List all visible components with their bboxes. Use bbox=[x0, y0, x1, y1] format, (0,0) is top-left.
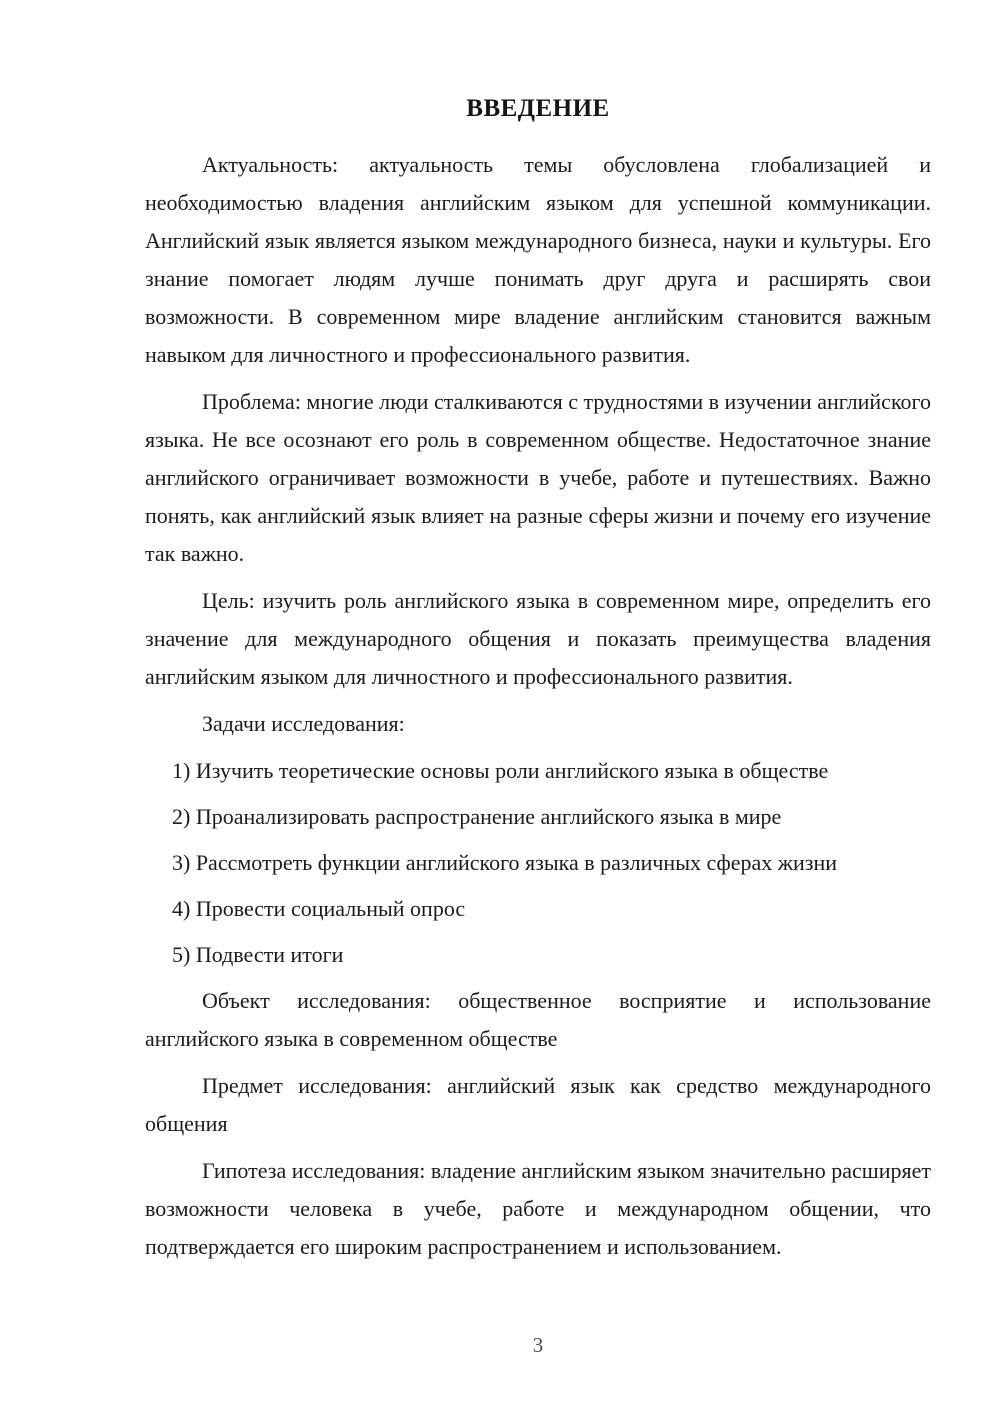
tasks-heading: Задачи исследования: bbox=[202, 711, 405, 736]
section-title: ВВЕДЕНИЕ bbox=[466, 95, 610, 122]
task-item-5: 5) Подвести итоги bbox=[172, 942, 344, 967]
task-item-3: 3) Рассмотреть функции английского языка в различных сферах жизни bbox=[172, 850, 838, 875]
task-item-4: 4) Провести социальный опрос bbox=[172, 896, 466, 921]
paragraph-hypothesis: Гипотеза исследования: владение английским языком значительно расширяет возможности человека в учебе, работе и международном общении, что подтверждается его широким распространением и использованием. bbox=[145, 1158, 931, 1259]
paragraph-subject: Предмет исследования: английский язык как средство международного общения bbox=[145, 1073, 931, 1136]
paragraph-problem: Проблема: многие люди сталкиваются с трудностями в изучении английского языка. Не все осознают его роль в современном обществе. Недостаточное знание английского ограничивает возможности в учебе, работе и путешествиях. Важно понять, как английский язык влияет на разные сферы жизни и почему его изучение так важно. bbox=[145, 389, 931, 566]
task-item-1: 1) Изучить теоретические основы роли английского языка в обществе bbox=[172, 758, 829, 783]
task-item-2: 2) Проанализировать распространение английского языка в мире bbox=[172, 804, 782, 829]
document-content bbox=[145, 94, 931, 1275]
page-number: 3 bbox=[532, 1333, 544, 1357]
paragraph-object: Объект исследования: общественное восприятие и использование английского языка в современном обществе bbox=[145, 988, 931, 1051]
paragraph-relevance: Актуальность: актуальность темы обусловлена глобализацией и необходимостью владения английским языком для успешной коммуникации. Английский язык является языком международного бизнеса, науки и культуры. Его знание помогает людям лучше понимать друг друга и расширять свои возможности. В современном мире владение английским становится важным навыком для личностного и профессионального развития. bbox=[145, 152, 931, 367]
paragraph-goal: Цель: изучить роль английского языка в современном мире, определить его значение для международного общения и показать преимущества владения английским языком для личностного и профессионального развития. bbox=[145, 588, 931, 689]
tasks-list bbox=[172, 752, 931, 974]
